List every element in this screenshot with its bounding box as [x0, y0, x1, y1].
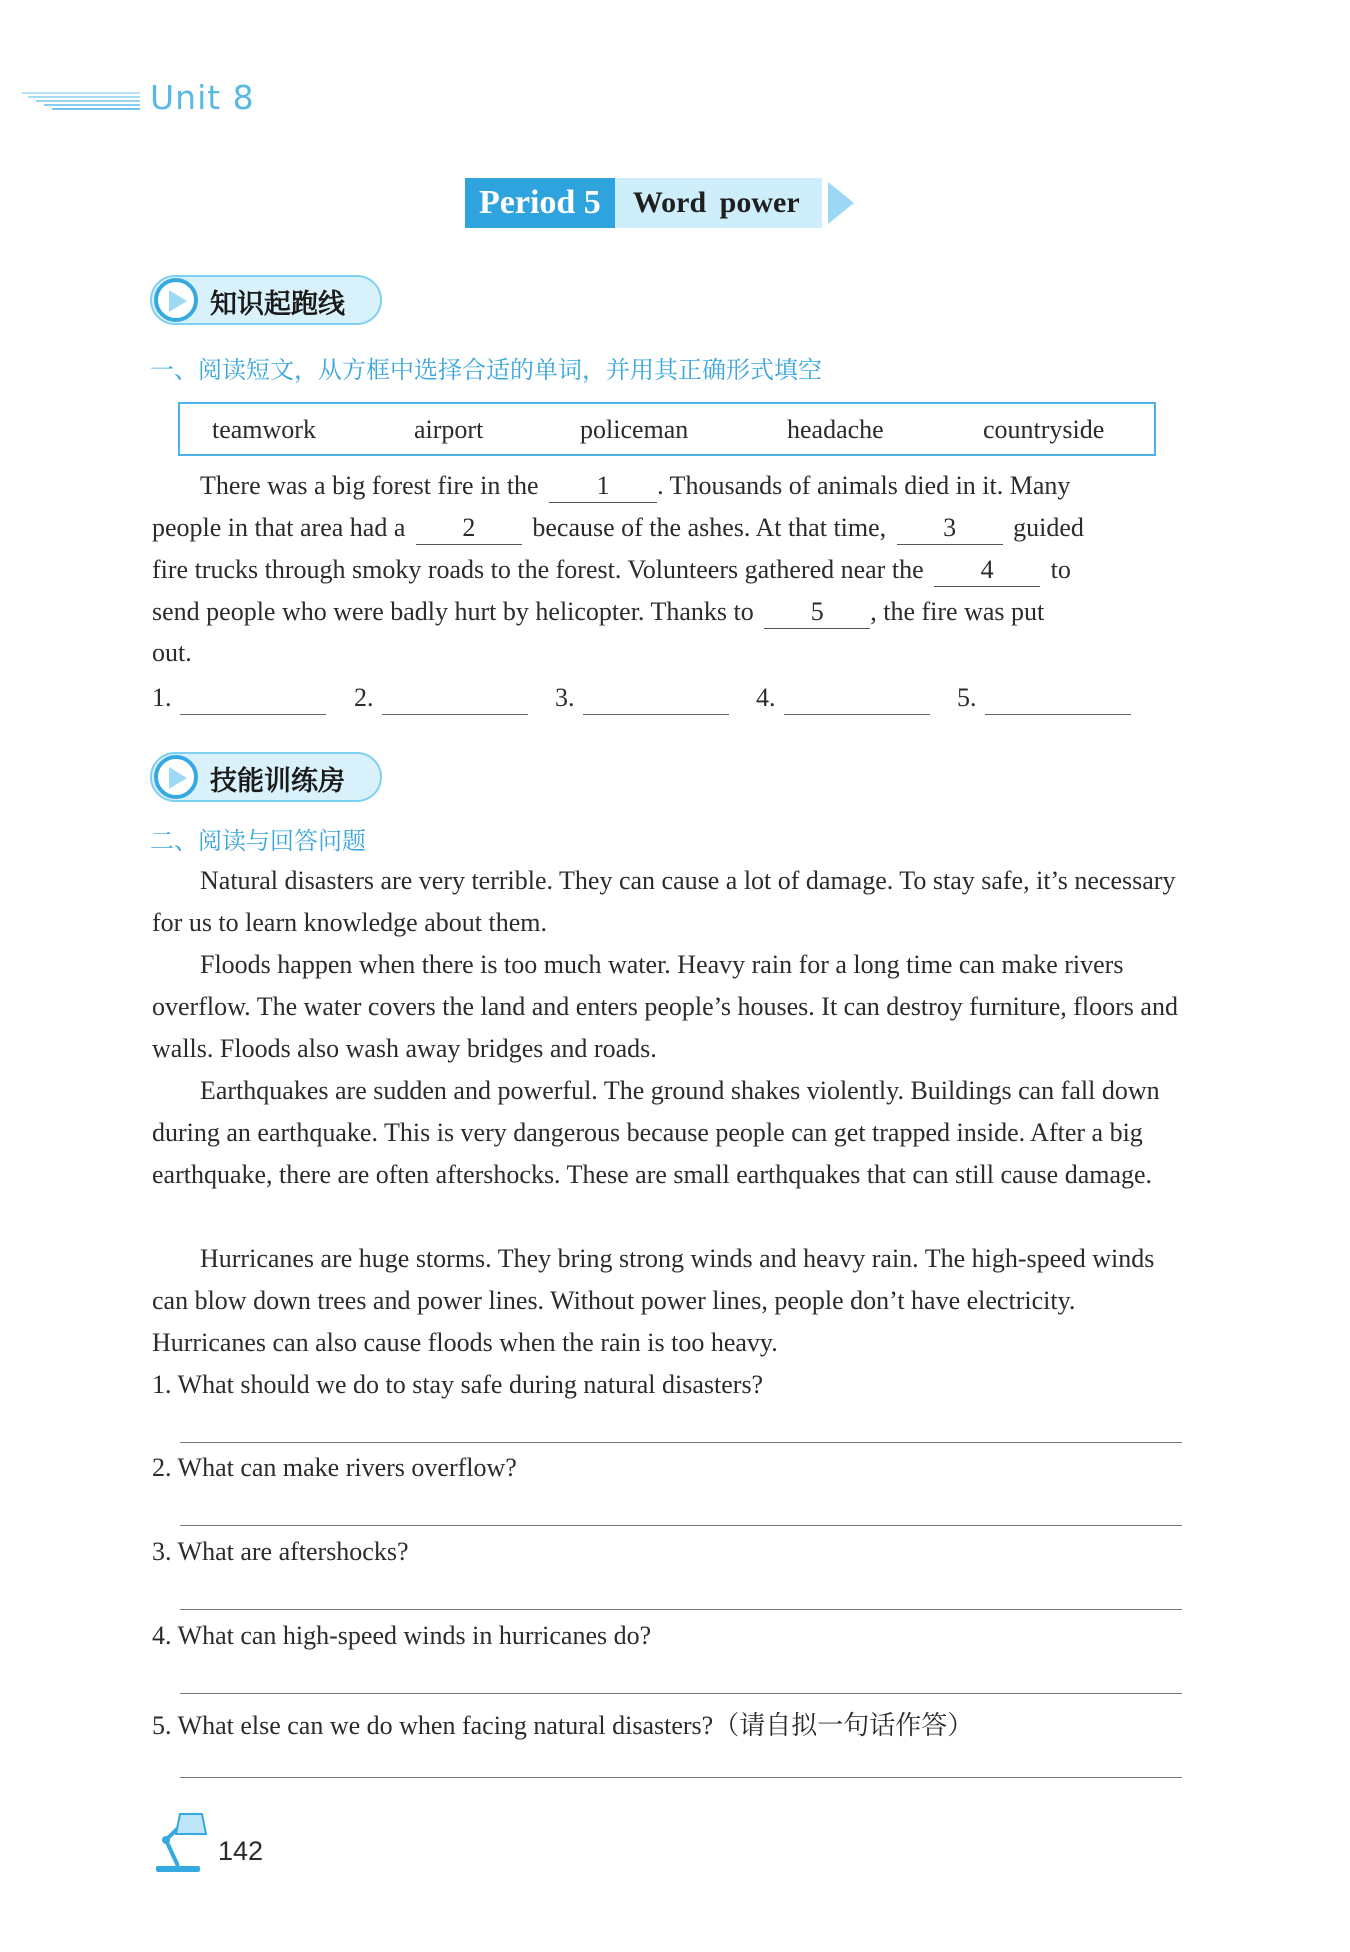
- play-icon: [167, 289, 189, 313]
- passage-line-4: [152, 596, 1044, 629]
- reading-paragraph-3: Earthquakes are sudden and powerful. The ground shakes violently. Buildings can fall down during an earthquake. This is very dangerous because people can get trapped inside. After a big earthquake, there are often aftershocks. These are small earthquakes that can still cause damage.: [152, 1076, 1160, 1189]
- question-1: 1. What should we do to stay safe during natural disasters?: [152, 1370, 764, 1399]
- passage-text: send people who were badly hurt by helicopter. Thanks to: [152, 597, 754, 626]
- question-3: 3. What are aftershocks?: [152, 1537, 409, 1566]
- word-bank-item: headache: [787, 415, 884, 444]
- question-4: 4. What can high-speed winds in hurricanes do?: [152, 1621, 652, 1650]
- passage-line-1: [200, 470, 1070, 503]
- section-2-heading: 二、阅读与回答问题: [150, 827, 366, 855]
- word-bank-item: policeman: [580, 415, 689, 444]
- cloze-blank-1[interactable]: 1: [549, 470, 657, 503]
- answer-label-3: 3.: [555, 683, 575, 712]
- passage-line-3: [152, 554, 1071, 587]
- reading-paragraph-1: Natural disasters are very terrible. They can cause a lot of damage. To stay safe, it’s necessary for us to learn knowledge about them.: [152, 866, 1176, 937]
- cloze-blank-3[interactable]: 3: [897, 512, 1003, 545]
- passage-text: fire trucks through smoky roads to the forest. Volunteers gathered near the: [152, 555, 924, 584]
- section-badge-1: [150, 275, 382, 325]
- cloze-blank-5[interactable]: 5: [764, 596, 870, 629]
- period-topic: Word power: [615, 178, 822, 228]
- word-bank-box: [178, 402, 1156, 456]
- arrow-right-icon: [826, 178, 856, 228]
- unit-title: Unit 8: [150, 78, 255, 117]
- passage-text: , the fire was put: [870, 597, 1045, 626]
- unit-stripes-decoration: [22, 92, 140, 112]
- answer-line-q2[interactable]: [180, 1525, 1182, 1526]
- word-bank-item: airport: [414, 415, 484, 444]
- period-banner: [465, 178, 856, 228]
- word-bank-item: countryside: [983, 415, 1105, 444]
- answer-line-5[interactable]: [985, 714, 1131, 715]
- answer-line-q4[interactable]: [180, 1693, 1182, 1694]
- answer-label-4: 4.: [756, 683, 776, 712]
- answer-line-2[interactable]: [382, 714, 528, 715]
- cloze-blank-2[interactable]: 2: [416, 512, 522, 545]
- passage-text: There was a big forest fire in the: [200, 471, 539, 500]
- section-badge-label: 知识起跑线: [210, 289, 345, 320]
- word-bank-item: teamwork: [212, 415, 316, 444]
- answer-line-q5[interactable]: [180, 1777, 1182, 1778]
- question-5: 5. What else can we do when facing natural disasters?（请自拟一句话作答）: [152, 1711, 974, 1740]
- section-1-heading: 一、阅读短文，从方框中选择合适的单词，并用其正确形式填空: [150, 356, 822, 384]
- passage-line-2: [152, 512, 1084, 545]
- answer-label-1: 1.: [152, 683, 172, 712]
- answer-label-2: 2.: [354, 683, 374, 712]
- cloze-blank-4[interactable]: 4: [934, 554, 1040, 587]
- reading-paragraph-4: Hurricanes are huge storms. They bring strong winds and heavy rain. The high-speed winds can blow down trees and power lines. Without power lines, people don’t have electricity. Hurricanes can also cause floods when the rain is too heavy.: [152, 1244, 1155, 1357]
- passage-line-5: out.: [152, 638, 192, 667]
- answer-line-4[interactable]: [784, 714, 930, 715]
- section-badge-label: 技能训练房: [210, 766, 345, 797]
- play-icon: [167, 766, 189, 790]
- page-number: 142: [218, 1836, 264, 1866]
- answer-label-5: 5.: [957, 683, 977, 712]
- desk-lamp-icon: [150, 1808, 208, 1874]
- passage-text: . Thousands of animals died in it. Many: [657, 471, 1071, 500]
- passage-text: people in that area had a: [152, 513, 406, 542]
- passage-text: because of the ashes. At that time,: [532, 513, 887, 542]
- section-badge-2: [150, 752, 382, 802]
- answer-line-q3[interactable]: [180, 1609, 1182, 1610]
- period-label: Period 5: [465, 178, 615, 228]
- answer-line-q1[interactable]: [180, 1442, 1182, 1443]
- reading-paragraph-2: Floods happen when there is too much water. Heavy rain for a long time can make rivers overflow. The water covers the land and enters people’s houses. It can destroy furniture, floors and walls. Floods also wash away bridges and roads.: [152, 950, 1178, 1063]
- question-2: 2. What can make rivers overflow?: [152, 1453, 517, 1482]
- passage-text: to: [1050, 555, 1071, 584]
- answer-line-1[interactable]: [180, 714, 326, 715]
- passage-text: guided: [1013, 513, 1084, 542]
- answer-line-3[interactable]: [583, 714, 729, 715]
